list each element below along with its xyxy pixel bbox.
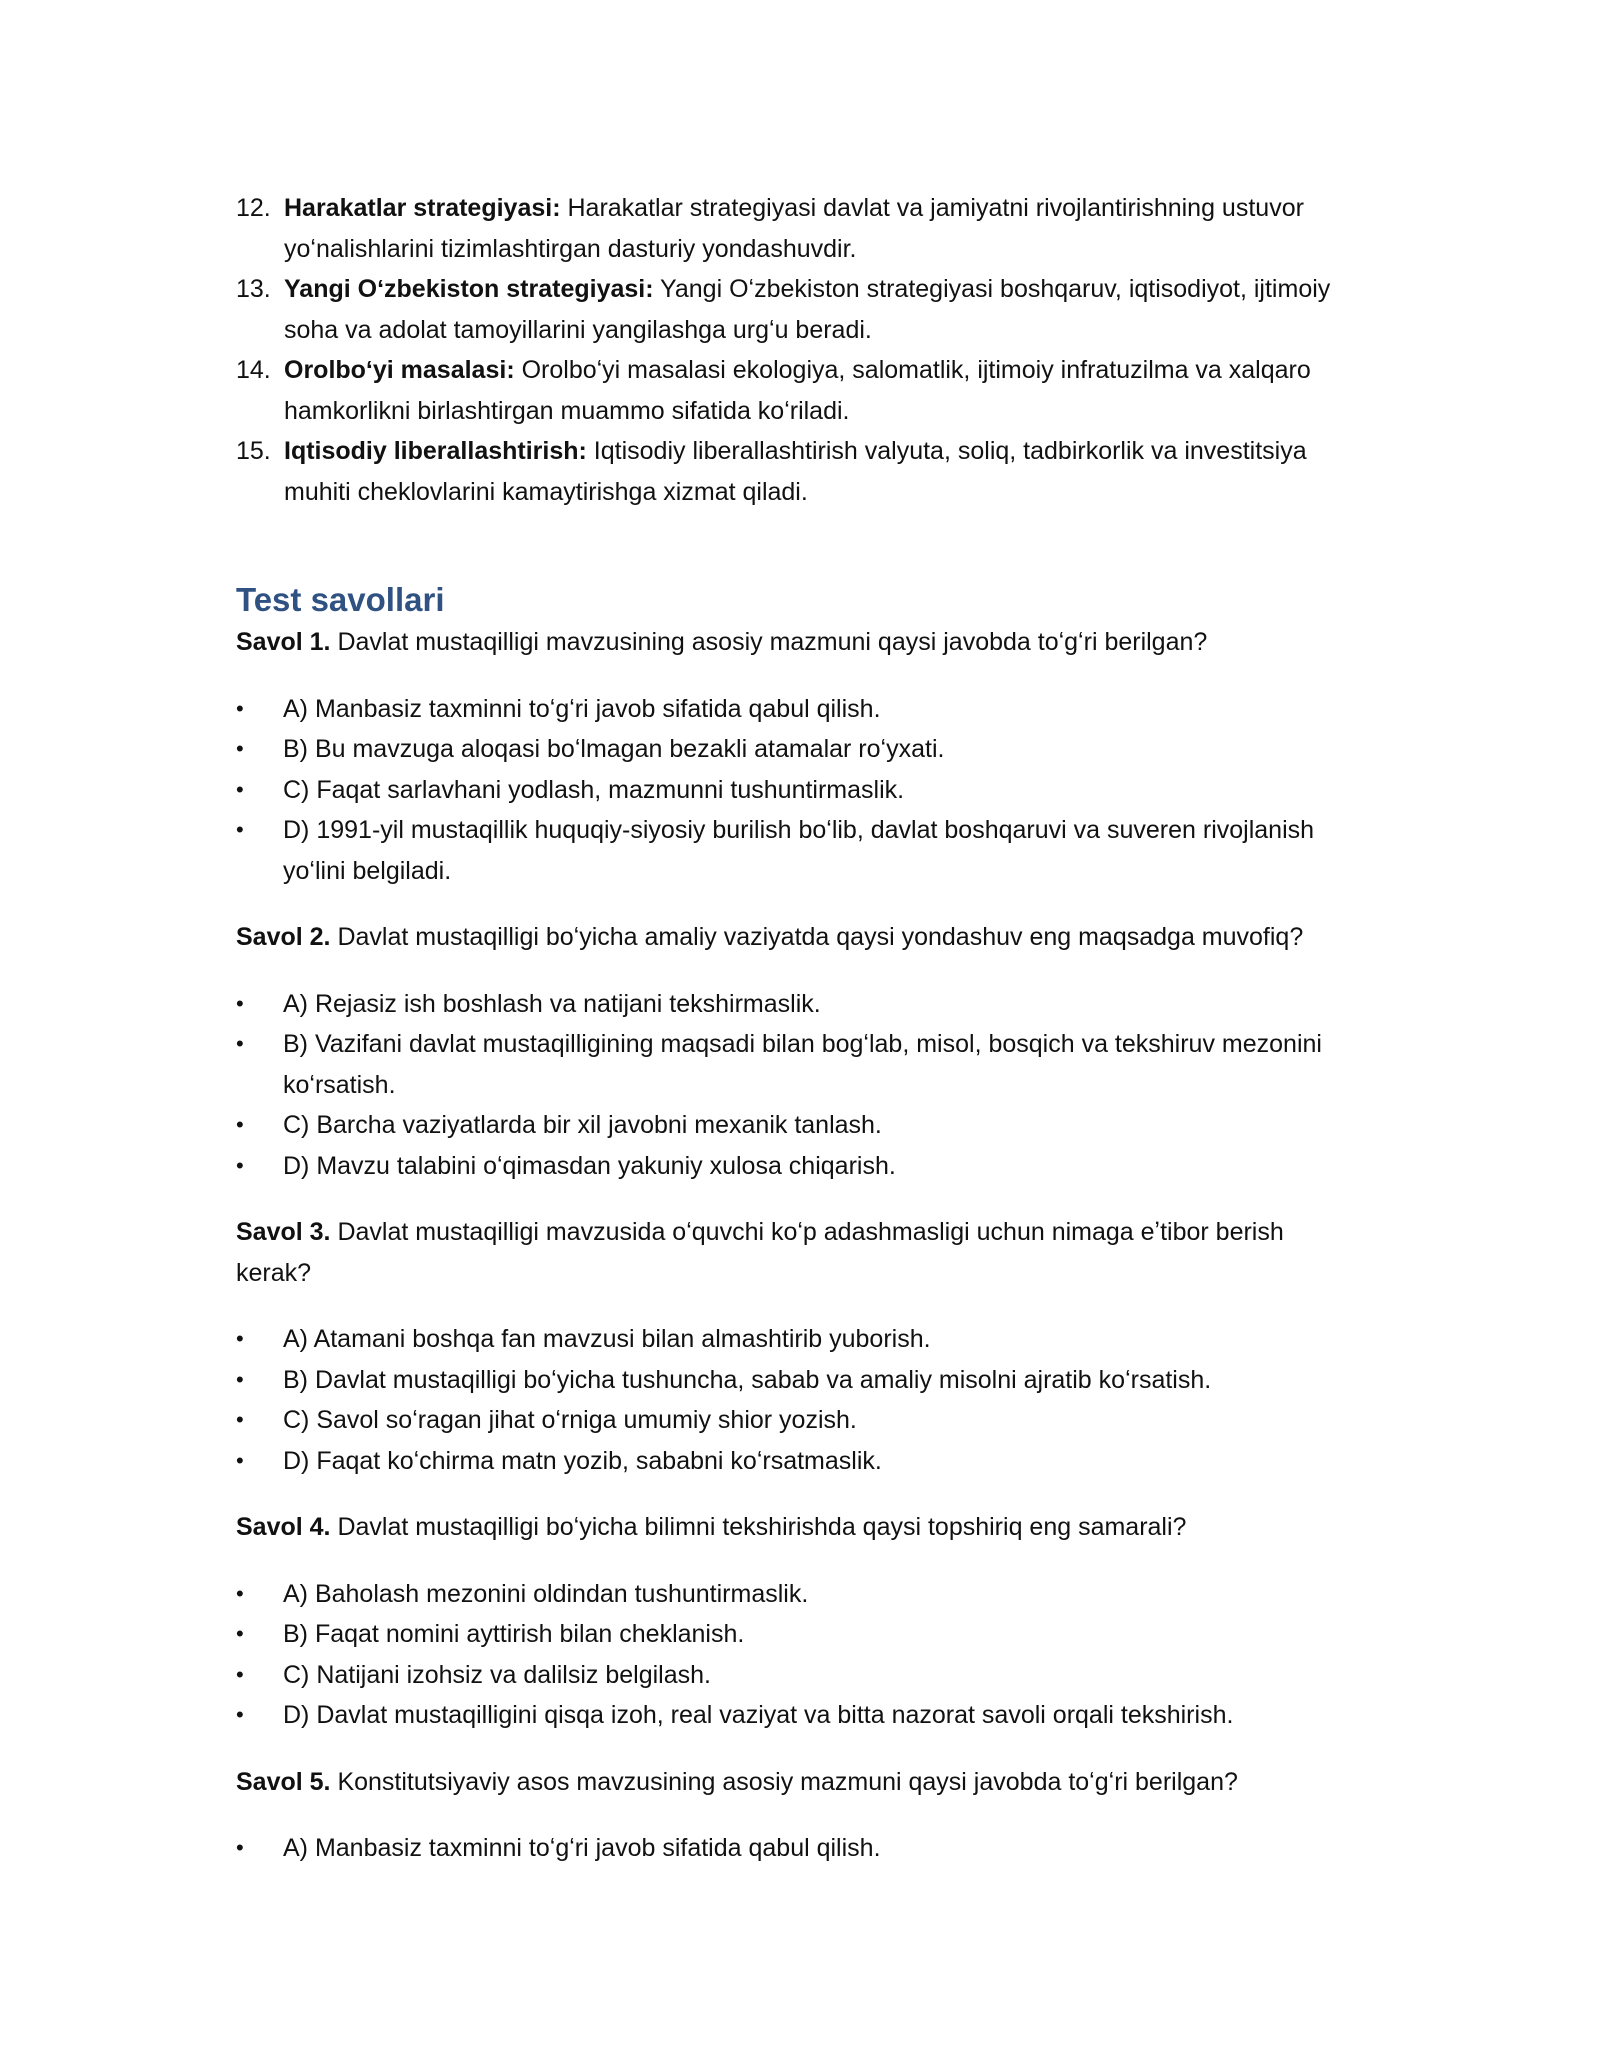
answer-option xyxy=(236,1828,1355,1869)
answer-option xyxy=(236,1574,1355,1615)
answer-options xyxy=(236,1574,1355,1736)
question-block xyxy=(236,1212,1355,1481)
definition-text: Iqtisodiy liberallashtirish valyuta, soliq, tadbirkorlik va investitsiya muhiti cheklovlarini kamaytirishga xizmat qiladi. xyxy=(284,437,1307,506)
bullet-icon: • xyxy=(236,1447,244,1473)
answer-option xyxy=(236,1695,1355,1736)
bullet-icon: • xyxy=(236,1031,244,1056)
definition-text: Yangi Oʻzbekiston strategiyasi boshqaruv, iqtisodiyot, ijtimoiy soha va adolat tamoyillarini yangilashga urgʻu beradi. xyxy=(284,275,1331,344)
option-text: C) Natijani izohsiz va dalilsiz belgilash. xyxy=(283,1660,711,1689)
option-text: D) Davlat mustaqilligini qisqa izoh, real vaziyat va bitta nazorat savoli orqali tekshirish. xyxy=(283,1701,1234,1729)
definition-body xyxy=(284,269,1355,350)
option-text: C) Barcha vaziyatlarda bir xil javobni mexanik tanlash. xyxy=(283,1111,882,1139)
answer-option xyxy=(236,1319,1355,1360)
bullet-icon: • xyxy=(236,1661,244,1687)
answer-option xyxy=(236,1024,1355,1105)
answer-option xyxy=(236,1655,1355,1696)
bullet-icon: • xyxy=(236,1152,244,1178)
definition-term: Iqtisodiy liberallashtirish: xyxy=(284,437,587,465)
definition-term: Harakatlar strategiyasi: xyxy=(284,194,561,222)
question-body: Davlat mustaqilligi boʻyicha amaliy vaziyatda qaysi yondashuv eng maqsadga muvofiq? xyxy=(330,923,1304,951)
bullet-icon: • xyxy=(236,817,244,842)
definition-item xyxy=(236,188,1355,269)
definition-item xyxy=(236,269,1355,350)
answer-option xyxy=(236,689,1355,730)
definition-number: 13. xyxy=(236,275,271,303)
definition-body xyxy=(284,350,1355,431)
definition-number: 15. xyxy=(236,437,271,465)
answer-option xyxy=(236,729,1355,770)
question-text xyxy=(236,1762,1355,1803)
bullet-icon: • xyxy=(236,736,244,761)
question-label: Savol 3. xyxy=(236,1218,331,1246)
option-text: A) Manbasiz taxminni toʻgʻri javob sifatida qabul qilish. xyxy=(283,694,881,723)
option-text: C) Savol soʻragan jihat oʻrniga umumiy shior yozish. xyxy=(283,1406,857,1434)
question-label: Savol 5. xyxy=(236,1767,331,1796)
option-text: A) Baholash mezonini oldindan tushuntirmaslik. xyxy=(283,1579,809,1608)
option-text: D) 1991-yil mustaqillik huquqiy-siyosiy burilish boʻlib, davlat boshqaruvi va suveren rivojlanish yoʻlini belgiladi. xyxy=(283,816,1315,885)
definition-item xyxy=(236,350,1355,431)
definition-text: Harakatlar strategiyasi davlat va jamiyatni rivojlantirishning ustuvor yoʻnalishlarini tizimlashtirgan dasturiy yondashuvdir. xyxy=(284,194,1304,263)
definition-text: Orolboʻyi masalasi ekologiya, salomatlik, ijtimoiy infratuzilma va xalqaro hamkorlikni birlashtirgan muammo sifatida koʻriladi. xyxy=(284,356,1311,425)
question-body: Davlat mustaqilligi mavzusining asosiy mazmuni qaysi javobda toʻgʻri berilgan? xyxy=(330,628,1208,656)
option-text: D) Faqat koʻchirma matn yozib, sababni koʻrsatmaslik. xyxy=(283,1446,882,1475)
definition-term: Orolboʻyi masalasi: xyxy=(284,356,515,384)
bullet-icon: • xyxy=(236,1835,244,1860)
question-text xyxy=(236,1212,1355,1293)
bullet-icon: • xyxy=(236,776,244,802)
question-label: Savol 4. xyxy=(236,1513,331,1541)
answer-options xyxy=(236,984,1355,1187)
question-body: Konstitutsiyaviy asos mavzusining asosiy mazmuni qaysi javobda toʻgʻri berilgan? xyxy=(330,1767,1238,1796)
bullet-icon: • xyxy=(236,1407,244,1432)
question-text xyxy=(236,622,1355,663)
answer-option xyxy=(236,1105,1355,1146)
definition-term: Yangi Oʻzbekiston strategiyasi: xyxy=(284,275,654,303)
answer-option xyxy=(236,1614,1355,1655)
answer-option xyxy=(236,984,1355,1025)
question-body: Davlat mustaqilligi mavzusida oʻquvchi koʻp adashmasligi uchun nimaga eʼtibor berish kerak? xyxy=(236,1218,1284,1287)
question-label: Savol 1. xyxy=(236,628,331,656)
answer-option xyxy=(236,1360,1355,1401)
bullet-icon: • xyxy=(236,1702,244,1727)
option-text: A) Manbasiz taxminni toʻgʻri javob sifatida qabul qilish. xyxy=(283,1834,881,1862)
bullet-icon: • xyxy=(236,990,244,1016)
question-block xyxy=(236,1762,1355,1869)
definition-item xyxy=(236,431,1355,512)
answer-option xyxy=(236,1146,1355,1187)
bullet-icon: • xyxy=(236,1112,244,1137)
option-text: B) Bu mavzuga aloqasi boʻlmagan bezakli atamalar roʻyxati. xyxy=(283,735,945,763)
definitions-list xyxy=(236,188,1355,512)
answer-option xyxy=(236,1441,1355,1482)
definition-number: 14. xyxy=(236,356,271,384)
option-text: D) Mavzu talabini oʻqimasdan yakuniy xulosa chiqarish. xyxy=(283,1151,896,1180)
bullet-icon: • xyxy=(236,1326,244,1351)
question-label: Savol 2. xyxy=(236,923,331,951)
bullet-icon: • xyxy=(236,1366,244,1392)
option-text: B) Vazifani davlat mustaqilligining maqsadi bilan bogʻlab, misol, bosqich va tekshiruv mezonini koʻrsatish. xyxy=(283,1030,1322,1099)
answer-option xyxy=(236,1400,1355,1441)
bullet-icon: • xyxy=(236,695,244,721)
option-text: B) Davlat mustaqilligi boʻyicha tushuncha, sabab va amaliy misolni ajratib koʻrsatish. xyxy=(283,1365,1212,1394)
definition-body xyxy=(284,188,1355,269)
answer-options xyxy=(236,1319,1355,1481)
question-text xyxy=(236,1507,1355,1548)
option-text: C) Faqat sarlavhani yodlash, mazmunni tushuntirmaslik. xyxy=(283,775,905,804)
definition-body xyxy=(284,431,1355,512)
question-block xyxy=(236,1507,1355,1736)
section-heading: Test savollari xyxy=(236,581,445,618)
definition-number: 12. xyxy=(236,194,271,222)
option-text: B) Faqat nomini ayttirish bilan cheklanish. xyxy=(283,1620,745,1648)
question-text xyxy=(236,917,1355,958)
bullet-icon: • xyxy=(236,1621,244,1646)
question-block xyxy=(236,622,1355,891)
question-body: Davlat mustaqilligi boʻyicha bilimni tekshirishda qaysi topshiriq eng samarali? xyxy=(330,1513,1187,1541)
option-text: A) Atamani boshqa fan mavzusi bilan almashtirib yuborish. xyxy=(283,1325,931,1353)
bullet-icon: • xyxy=(236,1580,244,1606)
answer-option xyxy=(236,810,1355,891)
answer-option xyxy=(236,770,1355,811)
option-text: A) Rejasiz ish boshlash va natijani tekshirmaslik. xyxy=(283,989,821,1018)
question-block xyxy=(236,917,1355,1186)
answer-options xyxy=(236,1828,1355,1869)
answer-options xyxy=(236,689,1355,892)
